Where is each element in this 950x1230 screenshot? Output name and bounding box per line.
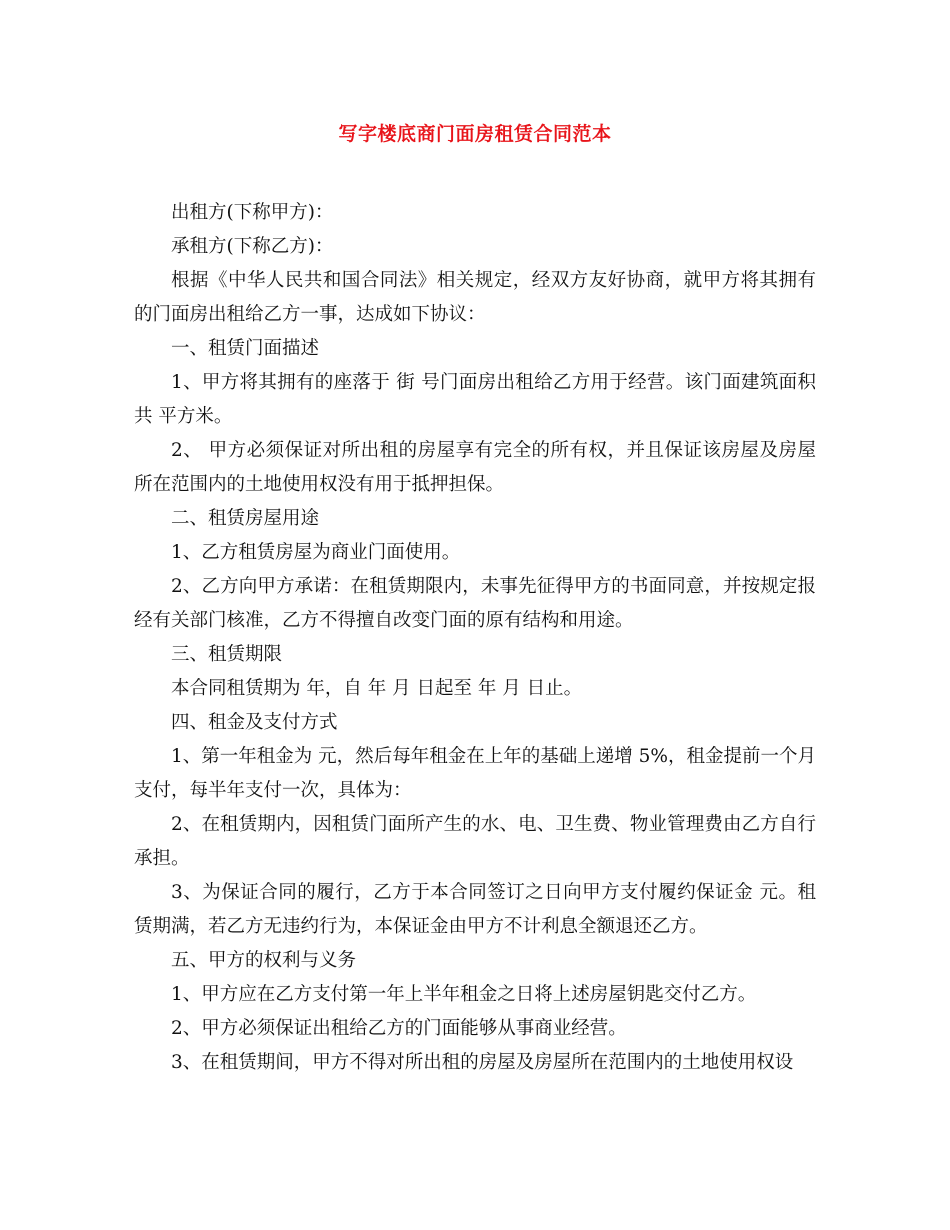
- section-heading-2: 二、租赁房屋用途: [171, 508, 320, 529]
- document-title: 写字楼底商门面房租赁合同范本: [338, 123, 612, 145]
- paragraph-5-2: 2、甲方必须保证出租给乙方的门面能够从事商业经营。: [171, 1018, 627, 1039]
- section-heading-1: 一、租赁门面描述: [171, 338, 320, 359]
- paragraph-4-1: 1、第一年租金为 元，然后每年租金在上年的基础上递增 5%，租金提前一个月支付，每半年支付一次，具体为：: [134, 746, 816, 801]
- section-heading-3: 三、租赁期限: [171, 644, 283, 665]
- paragraph-1-2: 2、 甲方必须保证对所出租的房屋享有完全的所有权，并且保证该房屋及房屋所在范围内的土地使用权没有用于抵押担保。: [134, 440, 816, 495]
- paragraph-3-1: 本合同租赁期为 年，自 年 月 日起至 年 月 日止。: [171, 678, 583, 699]
- paragraph-preamble: 根据《中华人民共和国合同法》相关规定，经双方友好协商，就甲方将其拥有的门面房出租给乙方一事，达成如下协议：: [134, 270, 816, 325]
- paragraph-lessee: 承租方(下称乙方)：: [171, 236, 334, 257]
- paragraph-4-2: 2、在租赁期内，因租赁门面所产生的水、电、卫生费、物业管理费由乙方自行承担。: [134, 814, 816, 869]
- paragraph-5-3: 3、在租赁期间，甲方不得对所出租的房屋及房屋所在范围内的土地使用权设: [171, 1052, 794, 1073]
- paragraph-lessor: 出租方(下称甲方)：: [171, 202, 334, 223]
- section-heading-4: 四、租金及支付方式: [171, 712, 338, 733]
- paragraph-2-2: 2、乙方向甲方承诺：在租赁期限内，未事先征得甲方的书面同意，并按规定报经有关部门核准，乙方不得擅自改变门面的原有结构和用途。: [134, 576, 816, 631]
- paragraph-2-1: 1、乙方租赁房屋为商业门面使用。: [171, 542, 461, 563]
- document-body: [134, 196, 816, 1080]
- paragraph-1-1: 1、甲方将其拥有的座落于 街 号门面房出租给乙方用于经营。该门面建筑面积共 平方米。: [134, 372, 816, 427]
- paragraph-4-3: 3、为保证合同的履行，乙方于本合同签订之日向甲方支付履约保证金 元。租赁期满，若乙方无违约行为，本保证金由甲方不计利息全额退还乙方。: [134, 882, 816, 937]
- section-heading-5: 五、甲方的权利与义务: [171, 950, 357, 971]
- paragraph-5-1: 1、甲方应在乙方支付第一年上半年租金之日将上述房屋钥匙交付乙方。: [171, 984, 757, 1005]
